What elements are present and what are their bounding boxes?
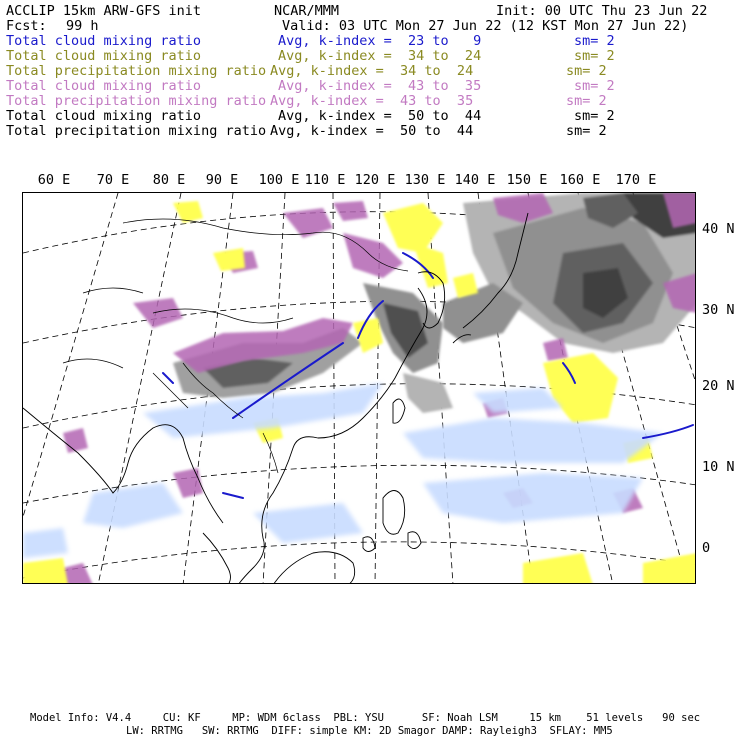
legend-range: Avg, k-index = 23 to 9: [278, 33, 482, 49]
lon-label-60e: 60 E: [37, 172, 71, 188]
lon-label-170e: 170 E: [615, 172, 657, 188]
legend-range: Avg, k-index = 34 to 24: [270, 63, 474, 79]
lat-label-40n: 40 N: [702, 221, 735, 237]
lon-label-110e: 110 E: [304, 172, 346, 188]
legend-smoothing: sm= 2: [574, 78, 615, 94]
legend-field: Total cloud mixing ratio: [6, 33, 202, 49]
model-info-line1: Model Info: V4.4 CU: KF MP: WDM 6class PBL: YSU SF: Noah LSM 15 km 51 levels 90 sec: [30, 712, 701, 724]
map-canvas: [23, 193, 696, 584]
init-time: Init: 00 UTC Thu 23 Jun 22: [496, 3, 708, 19]
lat-label-30n: 30 N: [702, 302, 735, 318]
legend-field: Total cloud mixing ratio: [6, 108, 202, 124]
legend-range: Avg, k-index = 34 to 24: [278, 48, 482, 64]
legend-field: Total cloud mixing ratio: [6, 78, 202, 94]
legend-field: Total precipitation mixing ratio: [6, 63, 267, 79]
lon-label-70e: 70 E: [96, 172, 130, 188]
model-info-line2: LW: RRTMG SW: RRTMG DIFF: simple KM: 2D Smagor DAMP: Rayleigh3 SFLAY: MM5: [126, 725, 613, 737]
forecast-label: Fcst:: [6, 18, 47, 34]
legend-smoothing: sm= 2: [566, 93, 607, 109]
lat-label-0: 0: [702, 540, 711, 556]
forecast-hours: 99 h: [66, 18, 99, 34]
lon-label-120e: 120 E: [354, 172, 396, 188]
lon-label-90e: 90 E: [205, 172, 239, 188]
map-title: ACCLIP 15km ARW-GFS init: [6, 3, 202, 19]
legend-smoothing: sm= 2: [574, 48, 615, 64]
legend-range: Avg, k-index = 43 to 35: [270, 93, 474, 109]
lon-label-150e: 150 E: [506, 172, 548, 188]
valid-time: Valid: 03 UTC Mon 27 Jun 22 (12 KST Mon 27 Jun 22): [282, 18, 689, 34]
lon-label-160e: 160 E: [559, 172, 601, 188]
map-panel: [22, 192, 696, 584]
legend-field: Total cloud mixing ratio: [6, 48, 202, 64]
lat-label-20n: 20 N: [702, 378, 735, 394]
legend-smoothing: sm= 2: [574, 33, 615, 49]
legend-range: Avg, k-index = 50 to 44: [270, 123, 474, 139]
lat-label-10n: 10 N: [702, 459, 735, 475]
cloud-gray-east: [443, 193, 696, 353]
legend-smoothing: sm= 2: [574, 108, 615, 124]
organization-label: NCAR/MMM: [274, 3, 340, 19]
legend-field: Total precipitation mixing ratio: [6, 123, 267, 139]
lon-label-140e: 140 E: [454, 172, 496, 188]
lon-label-130e: 130 E: [404, 172, 446, 188]
legend-smoothing: sm= 2: [566, 123, 607, 139]
lon-label-80e: 80 E: [152, 172, 186, 188]
legend-smoothing: sm= 2: [566, 63, 607, 79]
legend-range: Avg, k-index = 43 to 35: [278, 78, 482, 94]
lon-label-100e: 100 E: [258, 172, 300, 188]
legend-field: Total precipitation mixing ratio: [6, 93, 267, 109]
legend-range: Avg, k-index = 50 to 44: [278, 108, 482, 124]
